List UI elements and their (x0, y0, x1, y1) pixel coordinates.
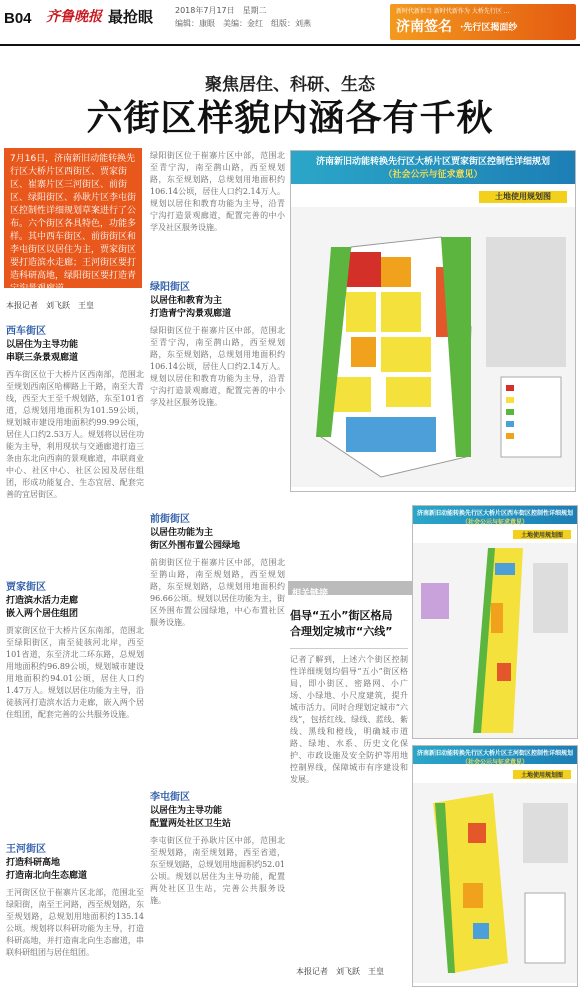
map-subtitle: （社会公示与征求意见） (461, 519, 528, 526)
map-header (291, 151, 575, 184)
section-body: 西车街区位于大桥片区西南部，范围北至规划西南区哈柳路上干路，南至大青线，西至大王至千规划路，东至101省道，总规划用地面积为101.59公顷，规划城市建设用地面积约99.99公顷，居住人口约2.53万人。规划将以居住功能为主导，利用现状与交通廊道打造三条由东北向西南的景观廊道，串联商业中心、社区中心、社区公园及居住组团，形成功能复合、生态宜居、配套完善的宜居街区。 (6, 370, 144, 499)
editor-line: 编辑：康眼 美编：金红 组版：刘燕 (175, 19, 311, 28)
land-use-map (413, 783, 577, 983)
paper-logo: 齐鲁晚报 (46, 9, 102, 25)
related-label: 相关链接 (292, 589, 329, 599)
related-title: 倡导“五小”街区格局 合理划定城市“六线” (290, 609, 393, 638)
section-desc: 打造科研高地 打造南北向生态廊道 (6, 858, 88, 881)
byline: 本报记者 刘飞跃 王皇 (6, 301, 94, 310)
map-tag: 土地使用规划图 (479, 191, 567, 203)
map-title: 济南新旧动能转换先行区大桥片区王河街区控制性详细规划 (416, 750, 573, 757)
map-title: 济南新旧动能转换先行区大桥片区西车街区控制性详细规划 (416, 510, 573, 517)
map-xiche (412, 505, 578, 739)
map-tag: 土地使用规划图 (513, 770, 571, 779)
banner-subtitle: ·先行区揭面纱 (460, 23, 518, 33)
section-jiajia (6, 578, 144, 855)
section-qianjie (150, 510, 285, 777)
page-number: B04 (4, 10, 32, 27)
section-title: 西车街区 (6, 326, 46, 337)
map-wanghe (412, 745, 578, 987)
section-wanghe (6, 840, 144, 1007)
divider (290, 648, 408, 649)
map-tag: 土地使用规划图 (513, 530, 571, 539)
headline: 六街区样貌内涵各有千秋 (86, 98, 494, 139)
section-desc: 以居住功能为主 街区外围布置公园绿地 (150, 528, 241, 551)
section-title: 王河街区 (6, 844, 46, 855)
section-body: 绿阳街区位于崔寨片区中部，范围北至青宁沟，南至鹊山路，西至规划路，东至规划路，总规划用地面积约106.14公顷，居住人口约2.14万人。规划以居住和教育功能为主导，沿青宁沟打造景观廊道，配置完善的中小学及社区服务设施。 (150, 326, 285, 407)
section-xiche (6, 322, 144, 579)
section-title: 李屯街区 (150, 792, 190, 803)
land-use-map (413, 543, 577, 738)
date-line: 2018年7月17日 星期二 (175, 6, 267, 15)
section-desc: 以居住为主导功能 串联三条景观廊道 (6, 340, 79, 363)
lead-box (4, 148, 142, 294)
section-desc: 打造滨水活力走廊 嵌入两个居住组团 (6, 596, 79, 619)
related-body: 记者了解到，上述六个街区控制性详细规划均倡导“五小”街区格局，即小街区、密路网、小广场、小绿地、小尺度建筑，提升城市活力。同时合理划定城市“六线”，包括红线、绿线、蓝线、紫线、黑线和橙线，明确城市道路、绿地、水系、历史文化保护、市政设施及安全防护等用地控制界线，保障城市有序建设和发展。 (290, 655, 408, 784)
map-header (413, 506, 577, 524)
section-body: 李屯街区位于孙耿片区中部，范围北至规划路，南至规划路，西至省道，东至规划路，总规划用地面积约52.01公顷。规划以居住为主导功能，配置两处社区卫生站，完善公共服务设施。 (150, 836, 285, 905)
section-desc: 以居住和教育为主 打造青宁沟景观廊道 (150, 296, 232, 319)
section-title: 绿阳街区 (150, 282, 190, 293)
section-lvyang (150, 278, 285, 505)
section-body: 绿阳街区位于崔寨片区中部，范围北至青宁沟，南至鹊山路，西至规划路，东至规划路，总规划用地面积约106.14公顷，居住人口约2.14万人。规划以居住和教育功能为主导，沿青宁沟打造景观廊道，配置完善的中小学及社区服务设施。 (150, 151, 285, 232)
map-subtitle: （社会公示与征求意见） (461, 759, 528, 766)
section-body: 贾家街区位于大桥片区东南部，范围北至绿阳街区，南至徒骇河北岸，西至101省道，东至济北二环东路，总规划用地面积约96.89公顷，规划城市建设用地面积约94.01公顷，居住人口约1.47万人。规划以居住功能为主导，沿徒骇河打造滨水活力走廊，嵌入两个居住组团，配套完善的公共服务设施。 (6, 626, 144, 719)
map-header (413, 746, 577, 764)
section-title: 贾家街区 (6, 582, 46, 593)
map-jiajia (290, 150, 576, 492)
kicker: 聚焦居住、科研、生态 (205, 75, 375, 95)
banner-title: 济南签名 (396, 19, 452, 35)
section-desc: 以居住为主导功能 配置两处社区卫生站 (150, 806, 232, 829)
col2-top-text (150, 150, 285, 268)
section-litun (150, 788, 285, 1005)
map-title: 济南新旧动能转换先行区大桥片区贾家街区控制性详细规划 (315, 157, 550, 167)
lead-text: 7月16日，济南新旧动能转换先行区大桥片区西街区、贾家街区、崔寨片区三河街区、前街区、绿阳街区、孙耿片区李屯街区控制性详细规划草案进行了公布。六个街区各具特色，功能多样。其中西车街区、前街街区和李屯街区以居住为主，贾家街区要打造滨水走廊；王河街区要打造科研高地，绿阳街区要打造青宁沟景观廊道。 (10, 154, 137, 294)
section-name: 最抢眼 (108, 8, 154, 26)
related-label-bar (288, 581, 412, 599)
related-byline: 本报记者 刘飞跃 王皇 (296, 967, 384, 976)
land-use-map (291, 207, 575, 487)
banner-tagline: 新时代新担当 新时代新作为 大桥先行区 ... (396, 8, 510, 15)
section-body: 王河街区位于崔寨片区北部，范围北至绿阳街，南至王河路，西至规划路，东至规划路，总规划用地面积约135.14公顷。规划将以科研功能为主导，打造科研高地，并打造南北向生态廊道，串联科研组团与居住组团。 (6, 888, 144, 957)
section-title: 前街街区 (150, 514, 190, 525)
map-subtitle: （社会公示与征求意见） (383, 170, 483, 180)
section-body: 前街街区位于崔寨片区中部，范围北至鹊山路，南至规划路，西至规划路，东至规划路，总规划用地面积约96.66公顷。规划以居住功能为主，街区外围布置公园绿地，中心布置社区服务设施。 (150, 558, 285, 627)
